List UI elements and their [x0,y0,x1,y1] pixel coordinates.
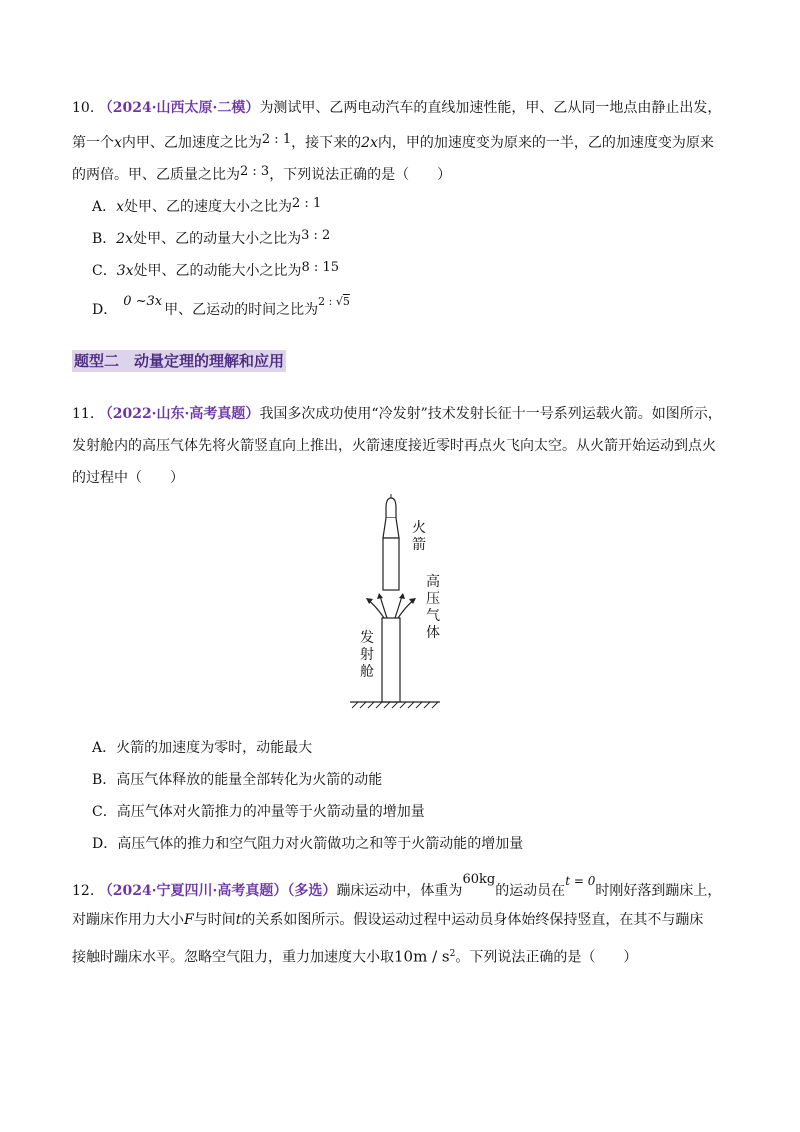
section-header: 题型二 动量定理的理解和应用 [74,352,285,370]
q11-option-d[interactable]: D．高压气体的推力和空气阻力对火箭做功之和等于火箭动能的增加量 [92,836,524,852]
q12-stem-3b: 。下列说法正确的是（ ） [455,949,638,966]
q10-opt-c-var: 3x [116,263,134,279]
q11-number: 11. [72,406,95,422]
q11-line-1 [72,404,722,424]
q10-opt-b-var: 2x [116,231,134,247]
q10-stem-3a: 的两倍。甲、乙质量之比为 [72,167,240,183]
q10-option-d[interactable]: D．0 ~3x甲、乙运动的时间之比为2 : √5 [92,294,350,318]
q10-var-2x: 2x [361,135,378,151]
label-high-pressure-gas: 高压气体 [426,574,440,641]
q12-stem-2a: 对蹦床作用力大小 [72,912,184,928]
q11-source: （2022·山东·高考真题） [98,406,260,422]
q10-option-c[interactable] [92,258,339,281]
option-label: D． [92,302,118,318]
rocket-transition [383,518,399,538]
q10-opt-d-ratio: 2 : [318,295,336,308]
q12-stem-1c: 时刚好落到蹦床上， [595,883,722,899]
q10-var-x: x [114,135,122,151]
q10-source: （2024·山西太原·二模） [98,100,260,116]
launch-tube [382,618,400,702]
rocket-nose-cone [386,498,396,518]
q10-stem-2d: 内，甲的加速度变为原来的一半，乙的加速度变为原来 [377,135,714,151]
q10-stem-2a: 第一个 [72,135,114,151]
q12-var-t: t [235,912,242,928]
q12-line-3 [72,944,637,968]
q10-number: 10. [72,100,95,116]
q10-stem-2b: 内甲、乙加速度之比为 [121,135,262,151]
q10-opt-c-ratio: 8 : 15 [301,260,339,275]
q10-opt-a-text: 处甲、乙的速度大小之比为 [124,199,293,215]
q12-line-1 [72,870,721,901]
q10-opt-b-ratio: 3 : 2 [301,228,331,243]
option-label: A． [92,199,117,215]
rocket-launch-figure [340,492,470,722]
q10-line-1 [72,98,721,118]
q10-option-b[interactable] [92,226,330,249]
q12-stem-2b: 与时间 [193,912,236,928]
q12-mass: 60kg [462,872,496,887]
q10-line-2 [72,130,714,153]
q10-ratio-mass: 2 : 3 [240,164,270,179]
q12-stem-3a: 接触时蹦床水平。忽略空气阻力，重力加速度大小取 [72,949,394,966]
q12-stem-2c: 的关系如图所示。假设运动过程中运动员身体始终保持竖直，在其不与蹦床 [241,912,704,928]
q12-time-zero: t = 0 [565,874,596,888]
gas-arrowheads [366,593,416,604]
q10-line-3 [72,162,451,185]
q12-number: 12. [72,883,95,899]
q12-stem-1b: 的运动员在 [495,883,566,899]
q10-opt-a-var: x [116,199,125,215]
q12-source: （2024·宁夏四川·高考真题）（多选） [98,883,337,899]
q12-var-F: F [184,912,194,928]
q10-stem-1: 为测试甲、乙两电动汽车的直线加速性能，甲、乙从同一地点由静止出发， [259,100,722,116]
rocket-body [383,538,399,590]
q10-stem-2c: ，接下来的 [291,135,362,151]
label-launch-pod: 发射舱 [360,630,374,680]
option-label: B． [92,231,117,247]
q10-opt-d-sqrt: 5 [342,295,350,308]
q11-line-3: 的过程中（ ） [72,470,184,486]
q10-ratio-accel: 2 : 1 [261,132,292,147]
q12-stem-1a: 蹦床运动中，体重为 [336,883,463,899]
q10-stem-3b: ，下列说法正确的是（ ） [269,167,452,183]
q12-line-2 [72,910,703,930]
q11-option-a[interactable]: A．火箭的加速度为零时，动能最大 [92,740,313,756]
ground-hatching [352,702,438,708]
q11-option-b[interactable]: B．高压气体释放的能量全部转化为火箭的动能 [92,772,383,788]
rocket-diagram [340,492,470,722]
q11-option-c[interactable]: C．高压气体对火箭推力的冲量等于火箭动量的增加量 [92,804,425,820]
option-label: C． [92,263,117,279]
q10-opt-d-range: 0 ~3x [123,294,163,309]
q10-opt-c-text: 处甲、乙的动能大小之比为 [133,263,302,279]
label-rocket: 火箭 [412,520,426,553]
q10-opt-d-text: 甲、乙运动的时间之比为 [164,302,319,318]
q11-stem-1: 我国多次成功使用“冷发射”技术发射长征十一号系列运载火箭。如图所示， [259,406,722,422]
gas-arrows [368,596,414,618]
q11-line-2: 发射舱内的高压气体先将火箭竖直向上推出，火箭速度接近零时再点火飞向太空。从火箭开始运动到点火 [72,438,716,454]
q12-gravity-exp: 2 [449,949,456,959]
q10-option-a[interactable] [92,194,321,217]
q10-opt-b-text: 处甲、乙的动量大小之比为 [133,231,302,247]
q12-gravity: 10m / s [394,947,450,966]
q10-opt-a-ratio: 2 : 1 [292,196,322,211]
